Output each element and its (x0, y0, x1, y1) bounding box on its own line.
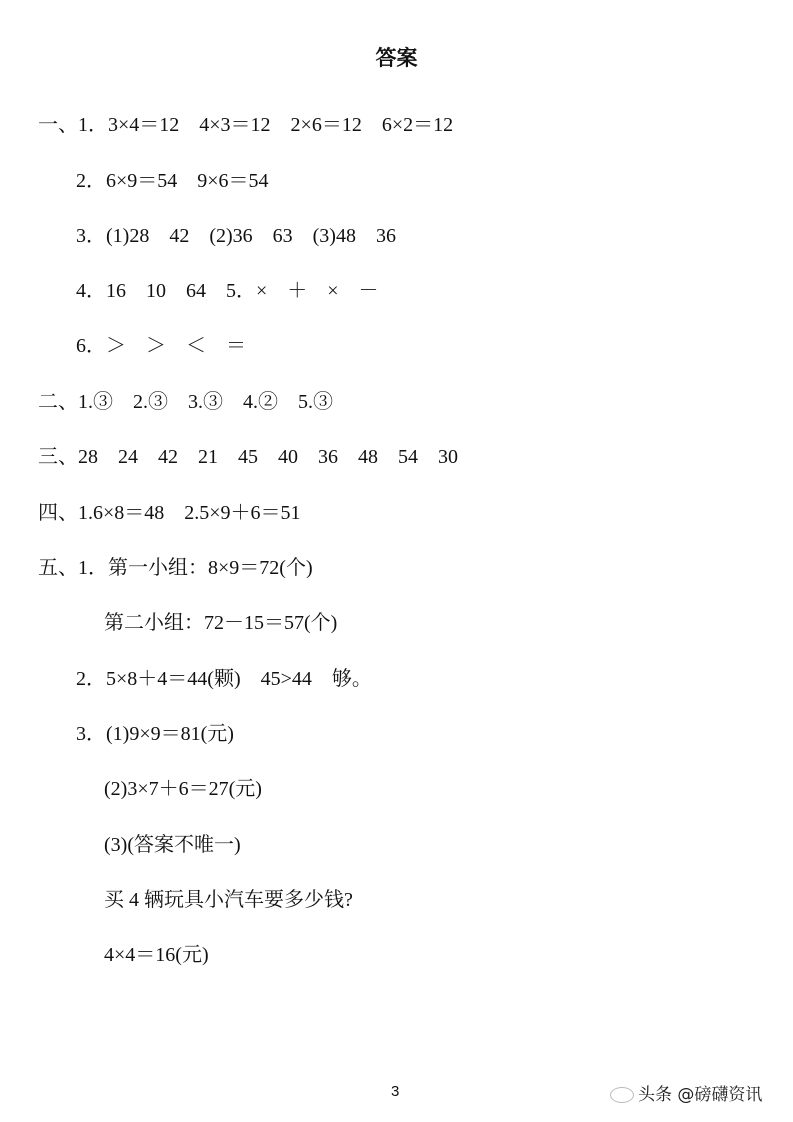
answer-line: 2．5×8＋4＝44(颗) 45>44 够。 (76, 668, 372, 690)
watermark (610, 1080, 762, 1105)
chat-bubble-icon (610, 1087, 634, 1103)
answer-line: 3．(1)28 42 (2)36 63 (3)48 36 (76, 225, 396, 247)
answer-line: 2．6×9＝54 9×6＝54 (76, 170, 269, 192)
page-number: 3 (391, 1083, 400, 1100)
answer-line: 3．(1)9×9＝81(元) (76, 723, 234, 745)
answer-line: 6．＞ ＞ ＜ ＝ (76, 335, 246, 357)
answer-line: 二、1.③ 2.③ 3.③ 4.② 5.③ (38, 391, 333, 413)
answer-line: 4．16 10 64 5．× ＋ × － (76, 280, 379, 302)
answer-line: 买 4 辆玩具小汽车要多少钱? (104, 889, 353, 911)
answer-line: 第二小组：72－15＝57(个) (104, 612, 338, 634)
answer-line: 五、1．第一小组：8×9＝72(个) (38, 557, 313, 579)
page-title: 答案 (375, 46, 418, 70)
answer-line: 三、28 24 42 21 45 40 36 48 54 30 (38, 446, 458, 468)
answer-line: 四、1.6×8＝48 2.5×9＋6＝51 (38, 502, 301, 524)
answer-line: (2)3×7＋6＝27(元) (104, 778, 262, 800)
answer-line: 一、1．3×4＝12 4×3＝12 2×6＝12 6×2＝12 (38, 114, 454, 136)
answer-line: 4×4＝16(元) (104, 944, 209, 966)
answer-line: (3)(答案不唯一) (104, 834, 241, 856)
watermark-text: 头条 @磅礴资讯 (638, 1085, 763, 1105)
